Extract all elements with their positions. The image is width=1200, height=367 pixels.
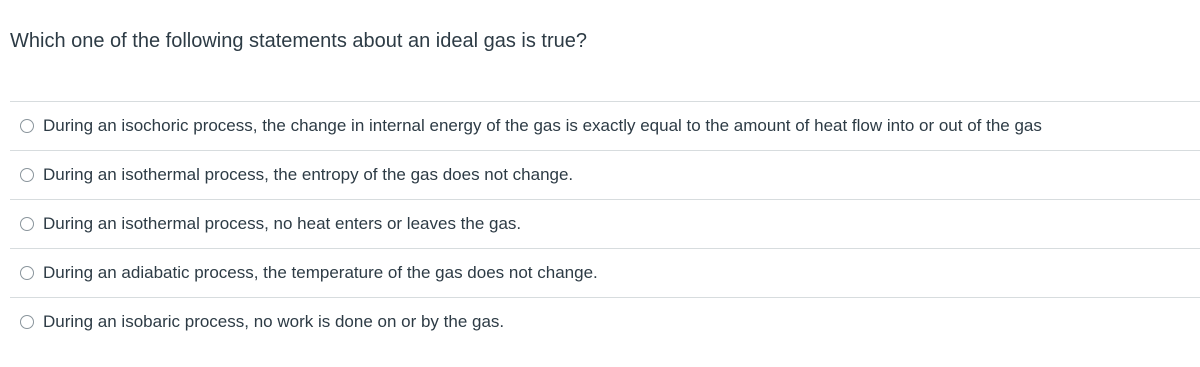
answer-label[interactable]: During an adiabatic process, the temperature of the gas does not change. [43, 263, 598, 282]
answer-list [10, 101, 1200, 346]
radio-button[interactable] [20, 217, 34, 231]
radio-button[interactable] [20, 119, 34, 133]
radio-button[interactable] [20, 168, 34, 182]
answer-option-1[interactable] [10, 101, 1200, 150]
radio-button[interactable] [20, 266, 34, 280]
answer-option-2[interactable] [10, 150, 1200, 199]
question-text: Which one of the following statements about an ideal gas is true? [10, 30, 588, 52]
answer-option-3[interactable] [10, 199, 1200, 248]
radio-button[interactable] [20, 315, 34, 329]
answer-label[interactable]: During an isothermal process, no heat enters or leaves the gas. [43, 214, 522, 233]
answer-label[interactable]: During an isothermal process, the entropy of the gas does not change. [43, 165, 574, 184]
answer-label[interactable]: During an isobaric process, no work is done on or by the gas. [43, 312, 505, 331]
answer-option-5[interactable] [10, 297, 1200, 346]
answer-option-4[interactable] [10, 248, 1200, 297]
answer-label[interactable]: During an isochoric process, the change in internal energy of the gas is exactly equal to the amount of heat flow into or out of the gas [43, 116, 1042, 135]
